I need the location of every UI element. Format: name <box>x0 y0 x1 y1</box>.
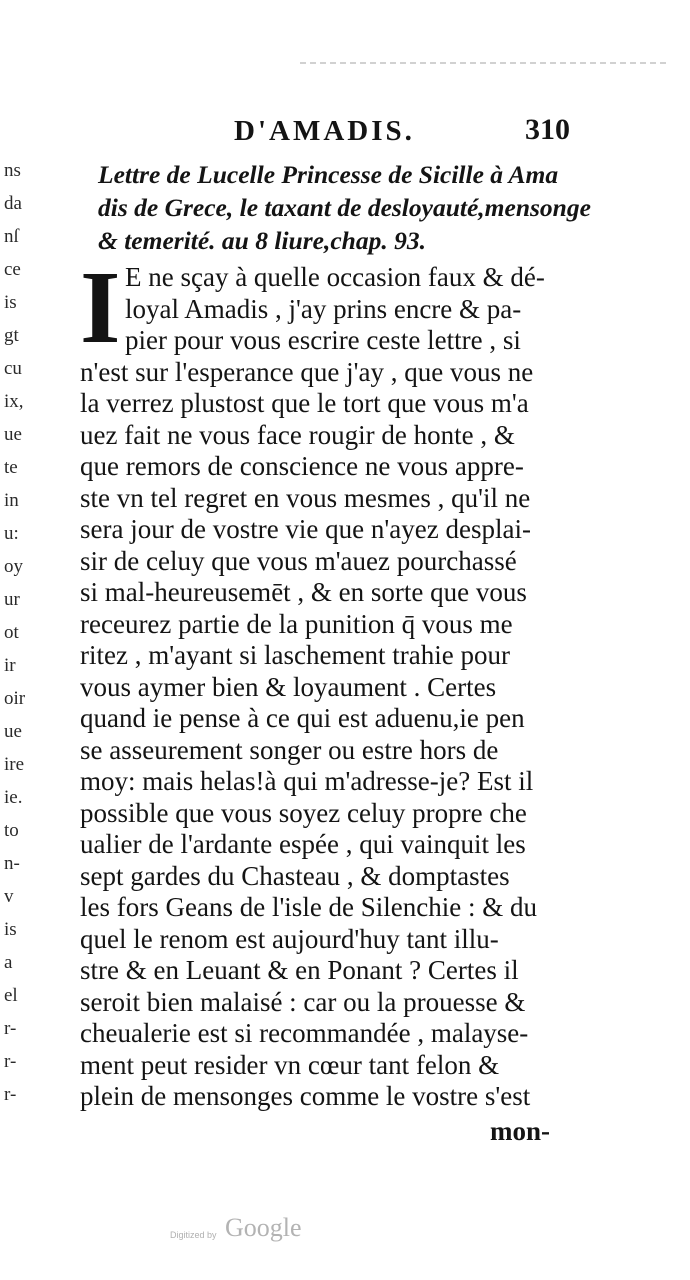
margin-fragment: v <box>4 886 14 907</box>
google-logo: Google <box>225 1213 302 1242</box>
body-line: sera jour de vostre vie que n'ayez desplai- <box>80 514 531 544</box>
page-number: 310 <box>525 113 570 146</box>
heading-line: dis de Grece, le taxant de desloyauté,mensonge <box>98 193 591 222</box>
running-head: D'AMADIS. <box>234 115 415 147</box>
body-line: ritez , m'ayant si laschement trahie pour <box>80 640 510 670</box>
body-line: moy: mais helas!à qui m'adresse-je? Est il <box>80 766 534 796</box>
page-header <box>220 115 570 155</box>
margin-fragment: gt <box>4 325 19 346</box>
body-line: seroit bien malaisé : car ou la prouesse & <box>80 986 526 1017</box>
letter-heading <box>98 158 591 257</box>
top-edge-rule <box>300 62 670 64</box>
body-line: quand ie pense à ce qui est aduenu,ie pen <box>80 703 525 733</box>
margin-fragment: r- <box>4 1051 17 1072</box>
margin-fragment: ire <box>4 754 25 775</box>
body-line: pier pour vous escrire ceste lettre , si <box>125 325 521 355</box>
letter-body <box>80 262 560 1113</box>
body-line: ualier de l'ardante espée , qui vainquit les <box>80 829 526 859</box>
margin-fragment: nſ <box>4 226 19 247</box>
body-line: se asseurement songer ou estre hors de <box>80 734 499 765</box>
margin-fragment: ns <box>4 160 21 181</box>
heading-line: & temerité. au 8 liure,chap. 93. <box>98 226 426 255</box>
body-line: les fors Geans de l'isle de Silenchie : & du <box>80 892 538 922</box>
body-line: que remors de conscience ne vous appre- <box>80 451 524 481</box>
margin-fragment: to <box>4 820 19 841</box>
body-line: uez fait ne vous face rougir de honte , & <box>80 419 515 450</box>
digitized-watermark <box>170 1213 330 1253</box>
margin-fragment: ot <box>4 622 19 643</box>
margin-fragment: oir <box>4 688 26 709</box>
body-line: sir de celuy que vous m'auez pourchassé <box>80 545 517 576</box>
margin-fragment: u: <box>4 523 19 544</box>
margin-fragment: is <box>4 292 17 313</box>
body-line: ment peut resider vn cœur tant felon & <box>80 1049 500 1080</box>
margin-fragment: oy <box>4 556 23 577</box>
body-line: sept gardes du Chasteau , & domptastes <box>80 860 510 891</box>
body-line: si mal-heureusemēt , & en sorte que vous <box>80 577 527 607</box>
body-line: receurez partie de la punition q̄ vous me <box>80 608 513 639</box>
body-line: plein de mensonges comme le vostre s'est <box>80 1081 531 1111</box>
heading-line: Lettre de Lucelle Princesse de Sicille à Ama <box>98 160 559 189</box>
body-line: possible que vous soyez celuy propre che <box>80 797 527 828</box>
drop-cap: I <box>80 250 121 365</box>
margin-fragment: ir <box>4 655 16 676</box>
body-line: E ne sçay à quelle occasion faux & dé- <box>125 262 545 292</box>
margin-fragment: ie. <box>4 787 23 808</box>
catchword: mon- <box>490 1116 550 1146</box>
body-line: la verrez plustost que le tort que vous m'a <box>80 388 529 418</box>
watermark-caption: Digitized by <box>170 1230 217 1240</box>
body-line: ste vn tel regret en vous mesmes , qu'il ne <box>80 482 531 513</box>
margin-fragment: cu <box>4 358 22 379</box>
margin-fragment: ue <box>4 721 22 742</box>
margin-fragment: da <box>4 193 22 214</box>
margin-fragment: r- <box>4 1018 17 1039</box>
body-line: n'est sur l'esperance que j'ay , que vous ne <box>80 356 534 387</box>
margin-fragment: n- <box>4 853 20 874</box>
margin-fragment: ix, <box>4 391 24 412</box>
margin-fragment: te <box>4 457 18 478</box>
facing-page-margin <box>0 0 40 1280</box>
body-line: stre & en Leuant & en Ponant ? Certes il <box>80 955 519 985</box>
body-line: loyal Amadis , j'ay prins encre & pa- <box>125 293 522 324</box>
margin-fragment: in <box>4 490 19 511</box>
margin-fragment: is <box>4 919 17 940</box>
margin-fragment: ue <box>4 424 22 445</box>
body-line: cheualerie est si recommandée , malayse- <box>80 1018 529 1048</box>
margin-fragment: a <box>4 952 13 973</box>
margin-fragment: r- <box>4 1084 17 1105</box>
margin-fragment: ce <box>4 259 21 280</box>
body-line: vous aymer bien & loyaument . Certes <box>80 671 497 702</box>
body-line: quel le renom est aujourd'huy tant illu- <box>80 923 499 954</box>
margin-fragment: ur <box>4 589 20 610</box>
margin-fragment: el <box>4 985 18 1006</box>
